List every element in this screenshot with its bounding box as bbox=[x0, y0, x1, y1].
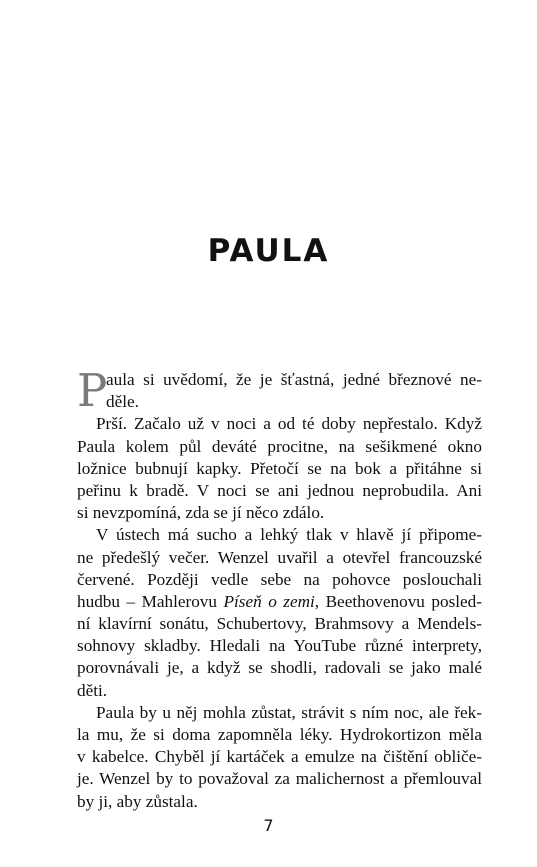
text-line: porovnávali je, a když se shodli, radovali se jako malé bbox=[77, 658, 482, 678]
body-text bbox=[77, 364, 482, 813]
text-run: , Beethovenovu posled- bbox=[314, 591, 482, 611]
text-line: aula si uvědomí, že je šťastná, jedné březnové ne- bbox=[106, 370, 482, 389]
text-line: la mu, že si doma zapomněla léky. Hydrokortizon měla bbox=[77, 725, 482, 744]
text-line: ložnice bubnují kapky. Přetočí se na bok a přitáhne si bbox=[77, 458, 482, 478]
text-line: V ústech má sucho a lehký tlak v hlavě jí připome- bbox=[96, 525, 482, 545]
text-line: Prší. Začalo už v noci a od té doby nepřestalo. Když bbox=[96, 414, 482, 434]
chapter-title: PAULA bbox=[207, 233, 330, 269]
text-line: peřinu k bradě. V noci se ani jednou neprobudila. Ani bbox=[77, 480, 482, 500]
text-line bbox=[77, 591, 482, 613]
text-line: by ji, aby zůstala. bbox=[77, 791, 198, 811]
text-line: ní klavírní sonátu, Schubertovy, Brahmsovy a Mendels- bbox=[77, 614, 482, 634]
text-line: Paula kolem půl deváté procitne, na sešikmené okno bbox=[77, 436, 482, 456]
text-line: v kabelce. Chyběl jí kartáček a emulze na čištění obliče- bbox=[77, 747, 482, 767]
text-line: červené. Později vedle sebe na pohovce poslouchali bbox=[77, 569, 482, 589]
text-line: děle. bbox=[106, 392, 139, 412]
page-number: 7 bbox=[263, 816, 274, 835]
italic-title: Píseň o zemi bbox=[223, 591, 315, 611]
text-line: ne předešlý večer. Wenzel uvařil a otevřel francouzské bbox=[77, 547, 482, 567]
text-line: si nevzpomíná, zda se jí něco zdálo. bbox=[77, 503, 325, 523]
text-line: je. Wenzel by to považoval za malichernost a přemlouval bbox=[77, 769, 482, 789]
text-line: děti. bbox=[77, 680, 108, 700]
drop-cap: P bbox=[77, 364, 108, 417]
text-line: sohnovy skladby. Hledali na YouTube různé interprety, bbox=[77, 636, 482, 656]
text-line: Paula by u něj mohla zůstat, strávit s ním noc, ale řek- bbox=[96, 702, 482, 722]
text-run: hudbu – Mahlerovu bbox=[77, 591, 224, 611]
